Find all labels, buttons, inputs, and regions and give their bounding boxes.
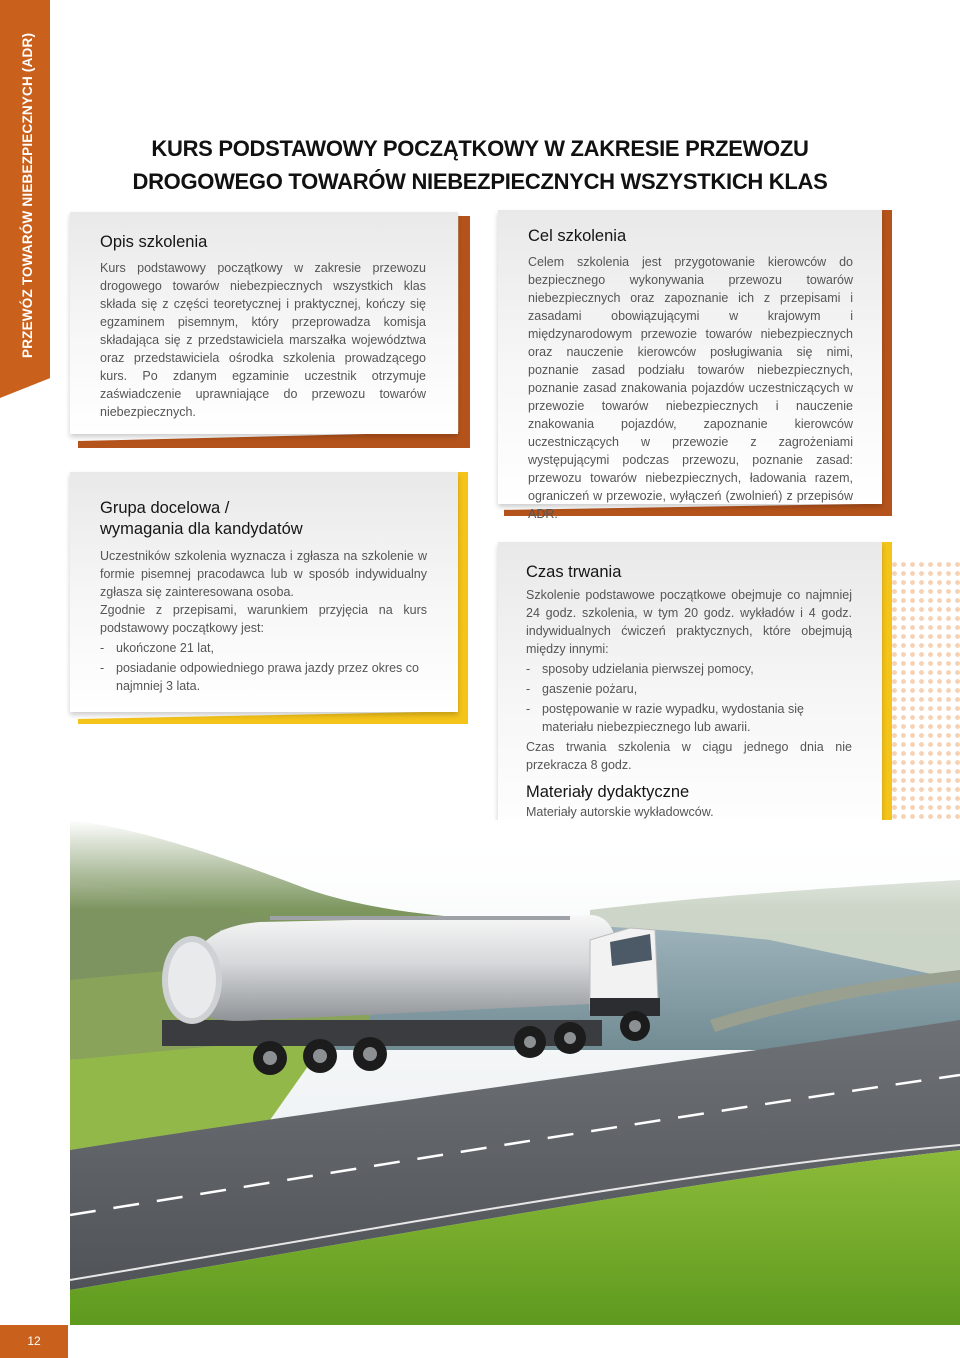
cel-heading: Cel szkolenia: [528, 227, 627, 245]
czas-card: [498, 542, 892, 854]
grupa-heading-line-1: Grupa docelowa /: [100, 499, 230, 517]
materials-text: Materiały autorskie wykładowców.: [526, 805, 714, 819]
czas-text-2: Czas trwania szkolenia w ciągu jednego dnia nie przekracza 8 godz.: [526, 740, 852, 772]
page-title-line-1: KURS PODSTAWOWY POCZĄTKOWY W ZAKRESIE PRZEWOZU: [151, 136, 809, 161]
opis-heading: Opis szkolenia: [100, 233, 208, 251]
list-item: - postępowanie w razie wypadku, wydostania się materiału niebezpiecznego lub awarii.: [526, 700, 852, 736]
grupa-card: [70, 472, 468, 724]
cel-card: [498, 210, 892, 521]
page-number: 12: [0, 1325, 68, 1358]
czas-text-1: Szkolenie podstawowe początkowe obejmuje co najmniej 24 godz. szkolenia, w tym 20 godz. wykładów i 4 godz. indywidualnych ćwiczeń praktycznych, które obejmują między innymi:: [526, 588, 852, 656]
materials-heading: Materiały dydaktyczne: [526, 783, 690, 801]
grupa-heading-line-2: wymagania dla kandydatów: [100, 520, 303, 538]
grupa-requirements-list: [100, 639, 427, 695]
page-title: [100, 132, 860, 198]
grupa-heading: [100, 498, 427, 540]
cel-text: Celem szkolenia jest przygotowanie kierowców do bezpiecznego wykonywania przewozu towarów niebezpiecznych oraz zapoznanie ich z przepisami i zasadami obowiązującymi w krajowym i międzynarodowym przewozie towarów niebezpiecznych oraz nauczenie kierowców posługiwania się nimi, poznanie zasad podziału towarów niebezpiecznych, poznanie zasad znakowania pojazdów uczestniczących w przewozie towarów niebezpiecznych i nauczenie znakowania pojazdów, zapoznanie kierowców uczestniczących w przewozie z zagrożeniami występującymi podczas przewozu, poznanie zasad: przewozu towarów niebezpiecznych, ładowania razem, ograniczeń w przewozie, wyłączeń (zwolnień) z przepisów ADR.: [528, 255, 853, 521]
list-item: - ukończone 21 lat,: [100, 639, 427, 657]
opis-card: [70, 212, 468, 444]
side-section-label: PRZEWÓZ TOWARÓW NIEBEZPIECZNYCH (ADR): [20, 32, 35, 358]
list-item: - sposoby udzielania pierwszej pomocy,: [526, 660, 852, 678]
page-title-line-2: DROGOWEGO TOWARÓW NIEBEZPIECZNYCH WSZYSTKICH KLAS: [132, 169, 828, 194]
czas-heading: Czas trwania: [526, 563, 622, 581]
list-item: - posiadanie odpowiedniego prawa jazdy przez okres co najmniej 3 lata.: [100, 659, 427, 695]
czas-topics-list: [526, 660, 852, 736]
grupa-text-2: Zgodnie z przepisami, warunkiem przyjęcia na kurs podstawowy początkowy jest:: [100, 603, 427, 635]
opis-text: Kurs podstawowy początkowy w zakresie przewozu drogowego towarów niebezpiecznych wszystkich klas składa się z części teoretycznej i praktycznej, kończy się egzaminem pisemnym, który przeprowadza komisja składająca się z przedstawiciela marszałka województwa oraz przedstawiciela ośrodka szkolenia prowadzącego kurs. Po zdanym egzaminie uczestnik otrzymuje zaświadczenie uprawniające do przewozu towarów niebezpiecznych.: [100, 261, 426, 419]
tanker-truck-photo: [70, 820, 960, 1325]
tanker-truck-illustration: [70, 820, 960, 1325]
list-item: - gaszenie pożaru,: [526, 680, 852, 698]
grupa-text-1: Uczestników szkolenia wyznacza i zgłasza na szkolenie w formie pisemnej pracodawca lub w sposób indywidualny zgłasza się zainteresowana osoba.: [100, 549, 427, 599]
